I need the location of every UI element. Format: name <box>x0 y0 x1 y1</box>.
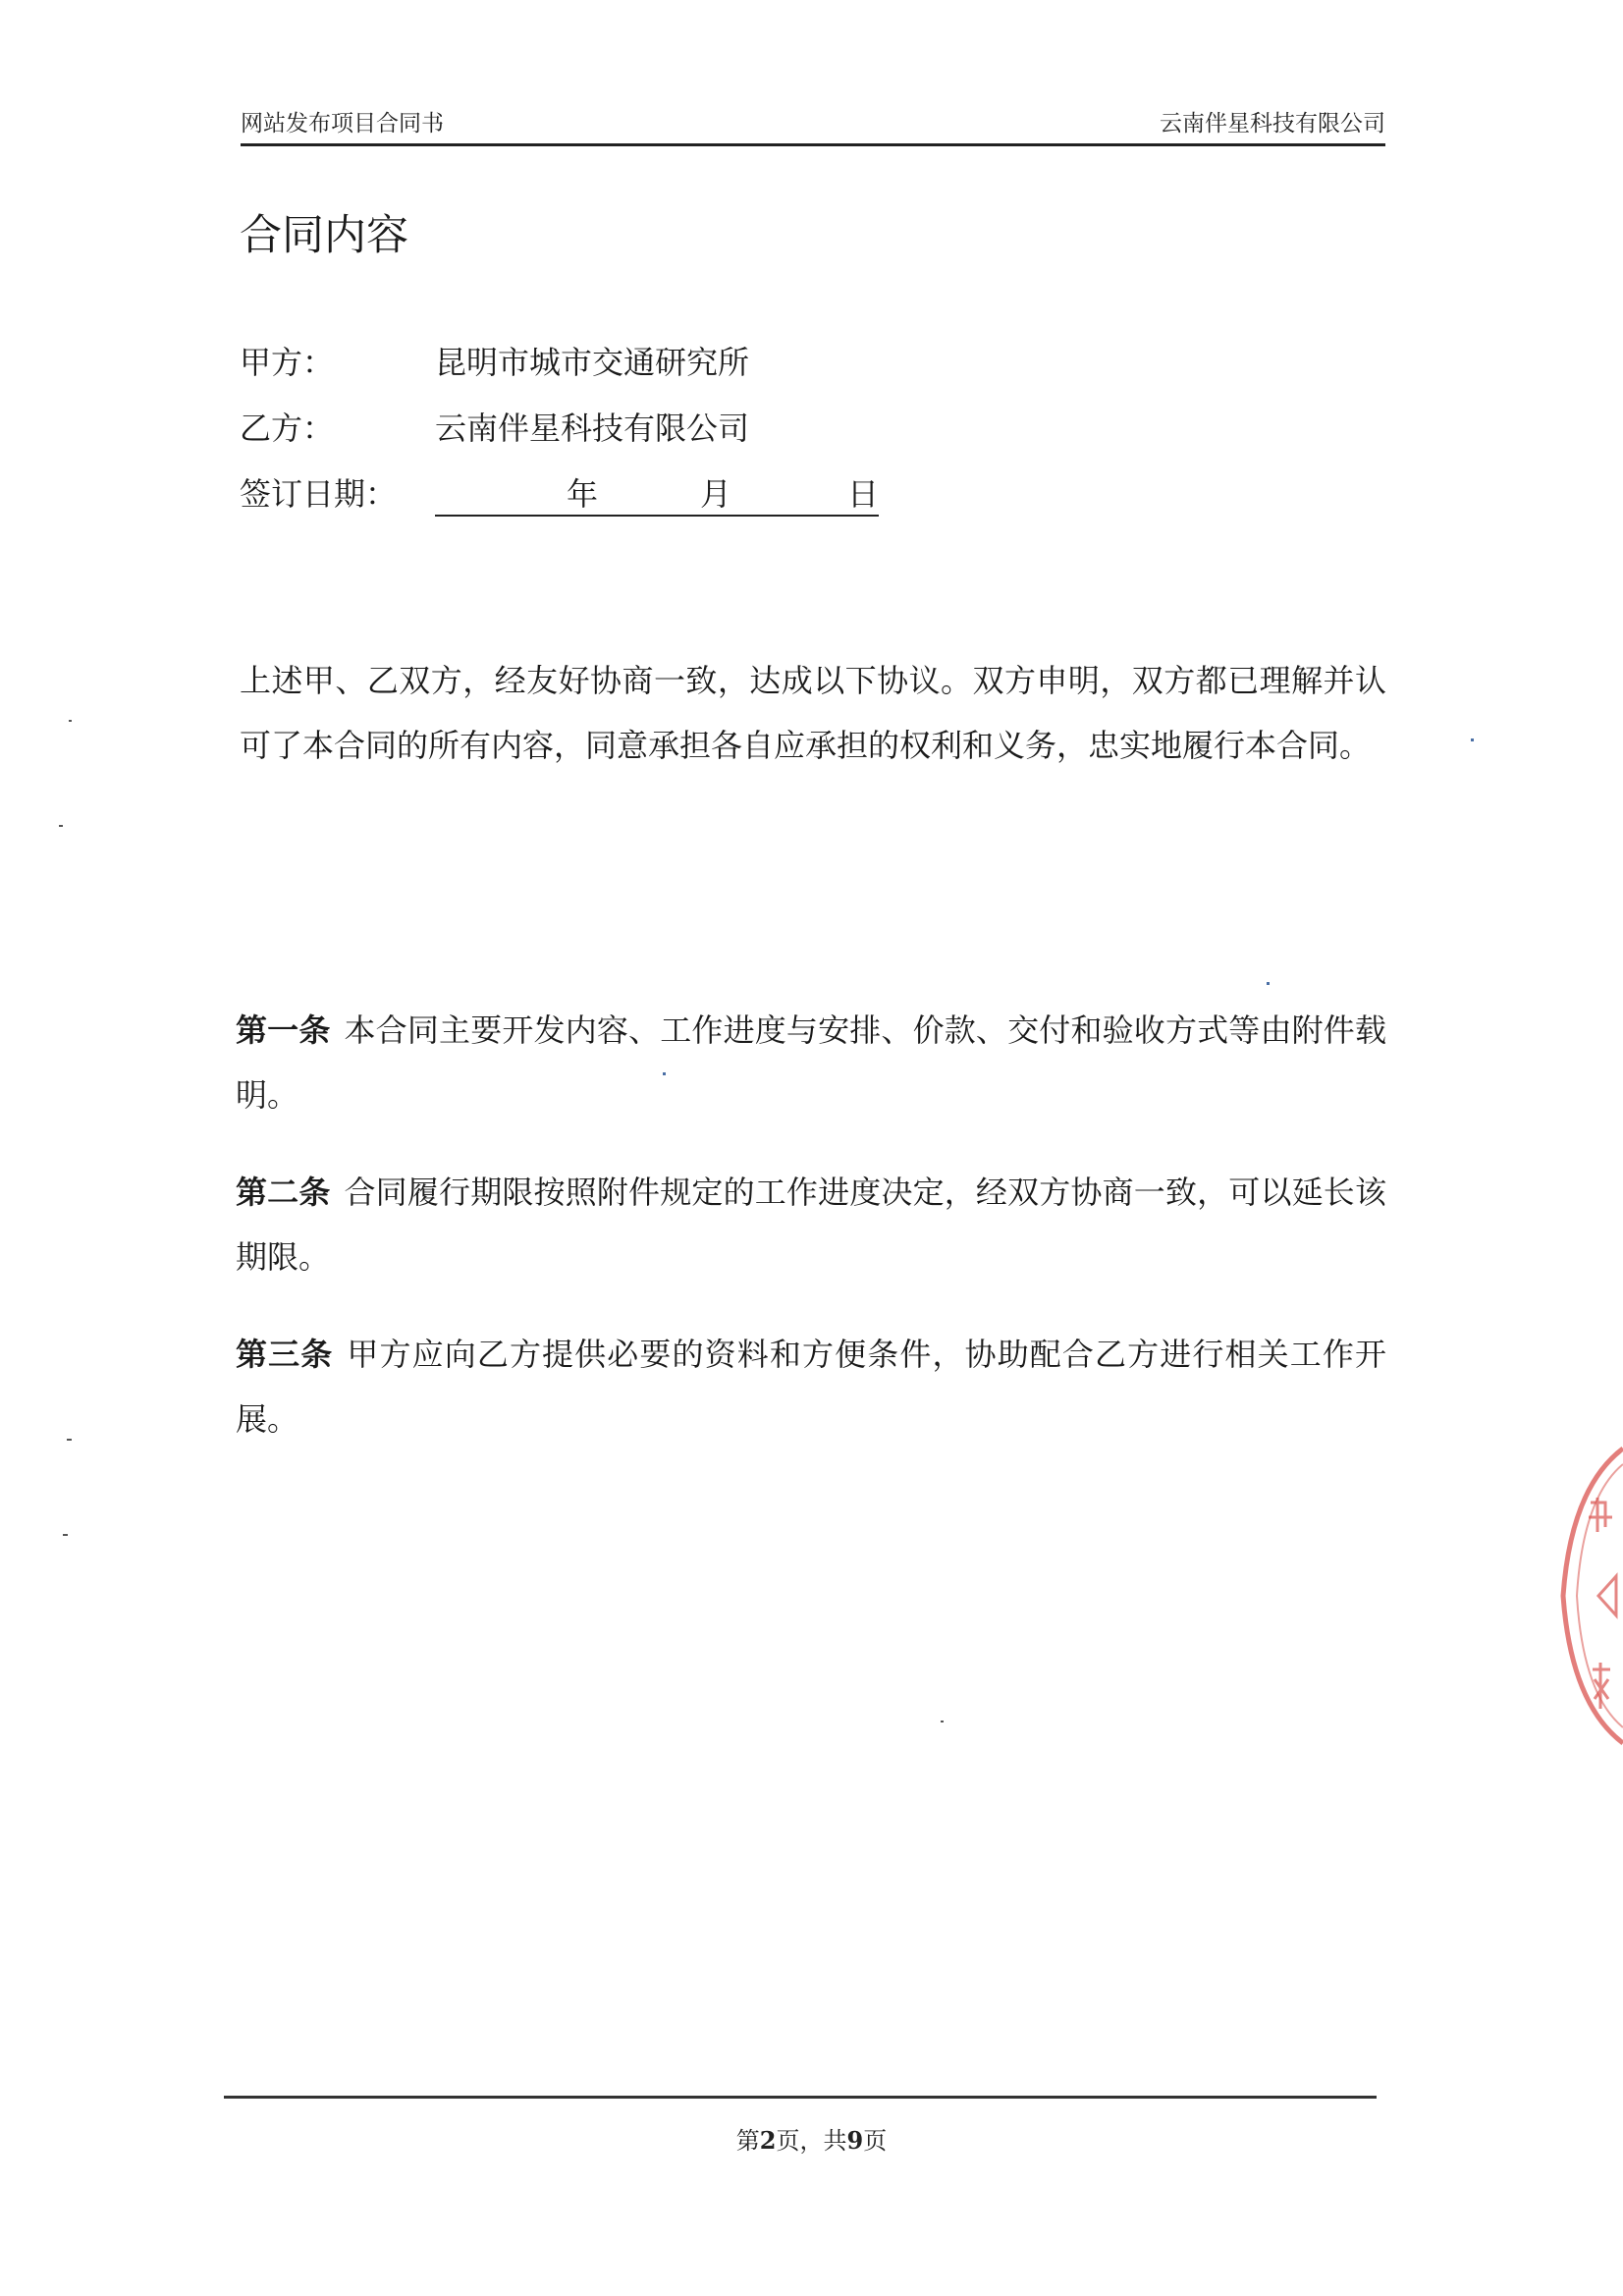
clause-1-text: 本合同主要开发内容、工作进度与安排、价款、交付和验收方式等由附件载明。 <box>236 1011 1386 1114</box>
scan-speck <box>67 1439 72 1441</box>
page-header <box>241 98 1385 146</box>
date-day-unit: 日 <box>847 475 880 513</box>
signing-date-blank-line <box>435 469 879 517</box>
header-document-title: 网站发布项目合同书 <box>241 111 444 137</box>
scan-speck <box>663 1072 666 1075</box>
scan-speck <box>69 720 72 722</box>
page-number-suffix: 页 <box>863 2127 888 2155</box>
scan-speck <box>941 1721 944 1722</box>
date-month-unit: 月 <box>700 475 732 513</box>
scan-speck <box>1267 982 1270 985</box>
header-company-name: 云南伴星科技有限公司 <box>1160 111 1385 137</box>
page-number-prefix: 第 <box>735 2127 760 2155</box>
page-number-middle: 页，共 <box>776 2127 847 2155</box>
clause-3 <box>236 1322 1386 1451</box>
scan-speck <box>63 1534 68 1536</box>
scan-speck <box>1471 738 1474 741</box>
party-a-label: 甲方： <box>240 344 335 381</box>
section-title: 合同内容 <box>240 211 408 260</box>
clause-2-title: 第二条 <box>236 1174 331 1211</box>
clause-2 <box>236 1160 1386 1289</box>
page-number <box>0 2121 1623 2156</box>
intro-paragraph: 上述甲、乙双方，经友好协商一致，达成以下协议。双方申明，双方都已理解并认可了本合同的所有内容，同意承担各自应承担的权利和义务，忠实地履行本合同。 <box>240 662 1386 764</box>
partial-seal-stamp <box>1551 1429 1623 1763</box>
signing-date-label: 签订日期： <box>240 475 398 513</box>
clause-1-title: 第一条 <box>236 1011 331 1049</box>
clause-3-text: 甲方应向乙方提供必要的资料和方便条件，协助配合乙方进行相关工作开展。 <box>236 1336 1386 1438</box>
total-page-count: 9 <box>846 2126 864 2155</box>
party-b-value: 云南伴星科技有限公司 <box>435 410 750 447</box>
clause-1 <box>236 998 1386 1127</box>
party-b-label: 乙方： <box>240 410 335 447</box>
footer-rule <box>224 2096 1377 2099</box>
clause-3-title: 第三条 <box>236 1336 334 1373</box>
date-year-unit: 年 <box>567 475 599 513</box>
clause-2-text: 合同履行期限按照附件规定的工作进度决定，经双方协商一致，可以延长该期限。 <box>236 1174 1386 1276</box>
party-a-value: 昆明市城市交通研究所 <box>435 344 750 381</box>
current-page-number: 2 <box>759 2126 777 2155</box>
scan-speck <box>59 825 63 827</box>
